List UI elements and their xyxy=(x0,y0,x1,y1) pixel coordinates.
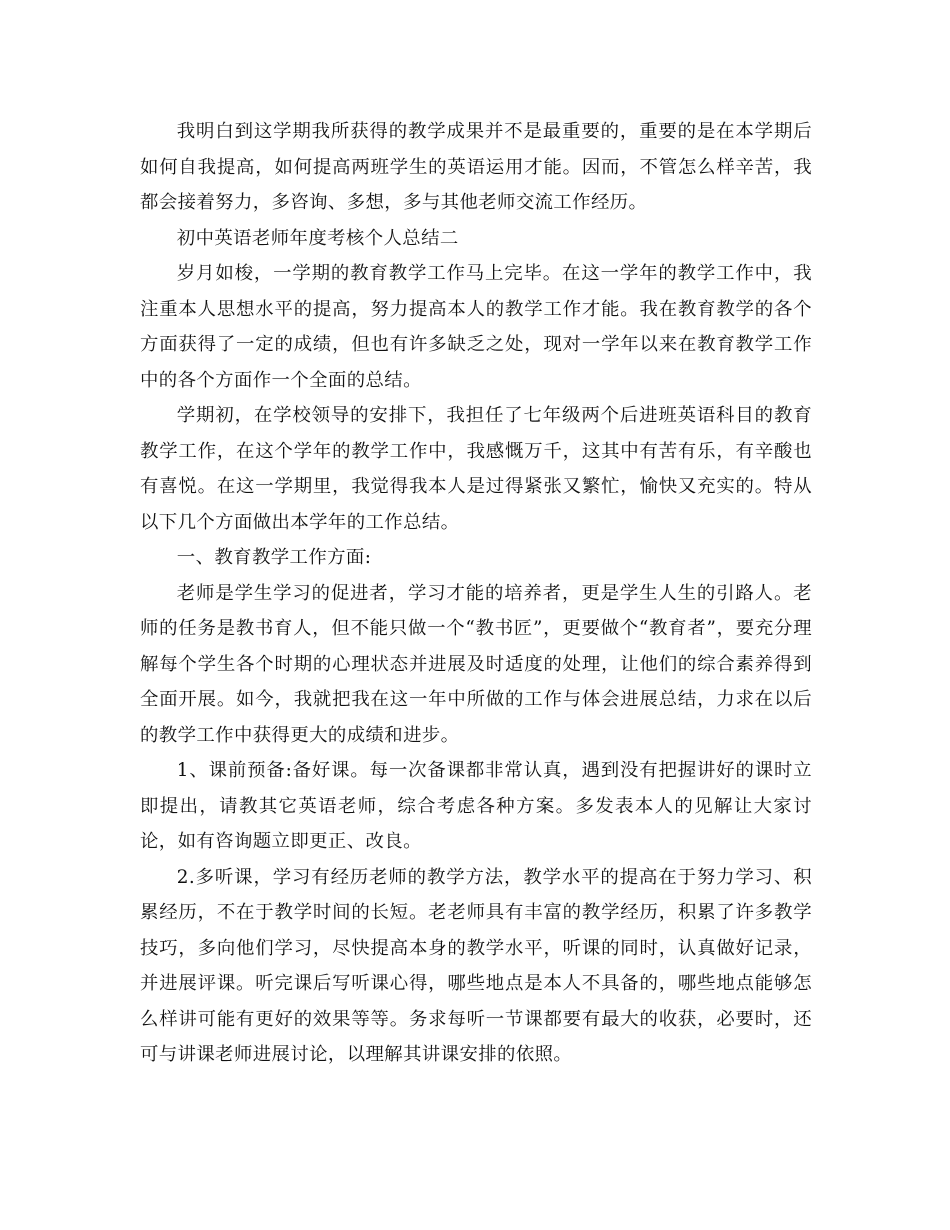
subsection-heading: 一、教育教学工作方面: xyxy=(176,547,372,568)
section-heading: 初中英语老师年度考核个人总结二 xyxy=(176,227,459,249)
paragraph-3: 学期初，在学校领导的安排下，我担任了七年级两个后进班英语科目的教育教学工作，在这个学年的教学工作中，我感慨万千，这其中有苦有乐，有辛酸也有喜悦。在这一学期里，我觉得我本人是过得紧张又繁忙，愉快又充实的。特从以下几个方面做出本学年的工作总结。 xyxy=(140,405,812,533)
paragraph-5: 1、课前预备:备好课。每一次备课都非常认真，遇到没有把握讲好的课时立即提出，请教其它英语老师，综合考虑各种方案。多发表本人的见解让大家讨论，如有咨询题立即更正、改良。 xyxy=(140,760,812,852)
paragraph-4: 老师是学生学习的促进者，学习才能的培养者，更是学生人生的引路人。老师的任务是教书育人，但不能只做一个“教书匠”，更要做个“教育者”，要充分理解每个学生各个时期的心理状态并进展及时适度的处理，让他们的综合素养得到全面开展。如今，我就把我在这一年中所做的工作与体会进展总结，力求在以后的教学工作中获得更大的成绩和进步。 xyxy=(140,582,812,746)
document-body xyxy=(140,114,812,1073)
paragraph-6: 2.多听课，学习有经历老师的教学方法，教学水平的提高在于努力学习、积累经历，不在于教学时间的长短。老老师具有丰富的教学经历，积累了许多教学技巧，多向他们学习，尽快提高本身的教学水平，听课的同时，认真做好记录，并进展评课。听完课后写听课心得，哪些地点是本人不具备的，哪些地点能够怎么样讲可能有更好的效果等等。务求每听一节课都要有最大的收获，必要时，还可与讲课老师进展讨论，以理解其讲课安排的依照。 xyxy=(140,866,812,1065)
paragraph-2: 岁月如梭，一学期的教育教学工作马上完毕。在这一学年的教学工作中，我注重本人思想水平的提高，努力提高本人的教学工作才能。我在教育教学的各个方面获得了一定的成绩，但也有许多缺乏之处，现对一学年以来在教育教学工作中的各个方面作一个全面的总结。 xyxy=(140,263,812,391)
paragraph-1: 我明白到这学期我所获得的教学成果并不是最重要的，重要的是在本学期后如何自我提高，如何提高两班学生的英语运用才能。因而，不管怎么样辛苦，我都会接着努力，多咨询、多想，多与其他老师交流工作经历。 xyxy=(140,121,812,213)
